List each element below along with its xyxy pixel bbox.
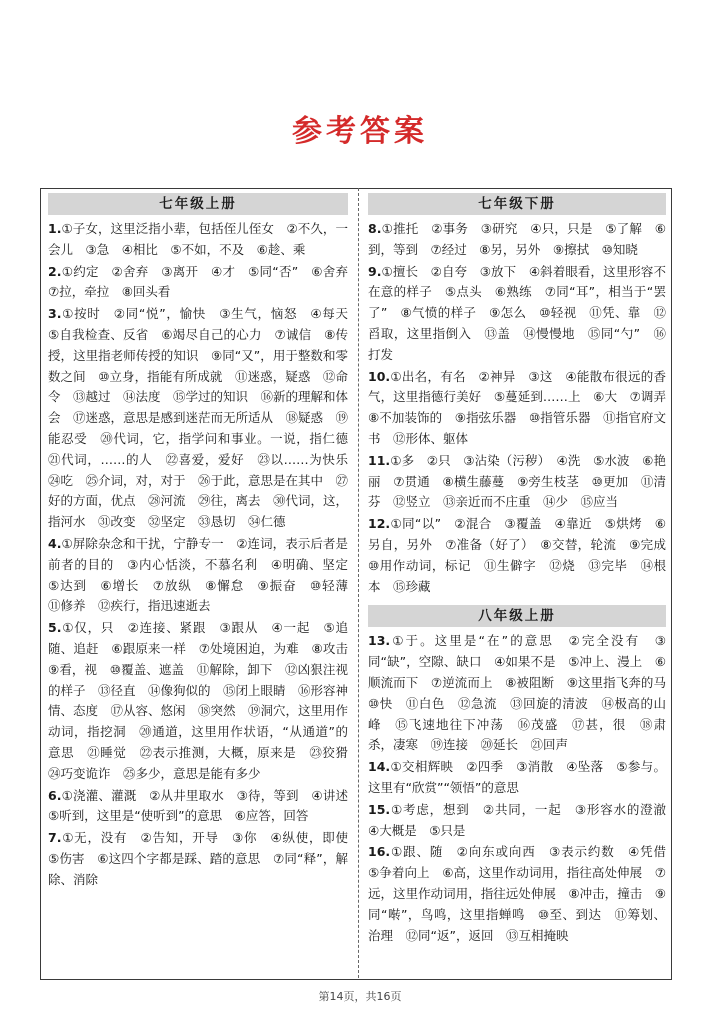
question-number: 16. xyxy=(368,844,391,860)
answer-item xyxy=(48,828,361,890)
question-number: 6. xyxy=(48,787,62,803)
right-column xyxy=(368,193,679,947)
answer-item xyxy=(368,514,679,597)
left-column xyxy=(48,193,361,892)
question-number: 13. xyxy=(368,633,391,649)
question-number: 9. xyxy=(368,263,382,279)
answer-text: ①无，没有 ②告知，开导 ③你 ④纵使，即使 ⑤伤害 ⑥这四个字都是踩、踏的意思 ⑦同“释”，解除、消除 xyxy=(48,830,361,887)
question-number: 7. xyxy=(48,830,62,846)
section-heading-grade7-vol2: 七年级下册 xyxy=(368,193,666,215)
right-question-list xyxy=(368,219,679,597)
answer-item xyxy=(368,757,666,799)
answer-item xyxy=(368,219,666,261)
right-question-list-2 xyxy=(368,631,679,946)
answer-item xyxy=(368,842,679,946)
answer-text: ①子女，这里泛指小辈，包括侄儿侄女 ②不久，一会儿 ③急 ④相比 ⑤不如，不及 ⑥趁、乘 xyxy=(48,221,348,257)
answer-text: ①约定 ②舍弃 ③离开 ④才 ⑤同“否” ⑥舍弃 ⑦拉，牵拉 ⑧回头看 xyxy=(48,263,361,300)
answer-item xyxy=(368,631,679,756)
answer-item xyxy=(48,786,361,828)
page-footer: 第14页，共16页 xyxy=(318,990,402,1003)
answer-text: ①擅长 ②自夸 ③放下 ④斜着眼看，这里形容不在意的样子 ⑤点头 ⑥熟练 ⑦同“耳”，相当于“罢了” ⑧气愤的样子 ⑨怎么 ⑩轻视 ⑪凭、靠 ⑫舀取，这里指倒入 ⑬盖 ⑭慢慢地 ⑮同“勺” ⑯打发 xyxy=(368,263,666,362)
answer-text: ①考虑，想到 ②共同，一起 ③形容水的澄澈 ④大概是 ⑤只是 xyxy=(368,801,679,838)
answer-text: ①仅，只 ②连接、紧跟 ③跟从 ④一起 ⑤追随、追赶 ⑥跟原来一样 ⑦处境困迫，为难 ⑧攻击 ⑨看，视 ⑩覆盖、遮盖 ⑪解除，卸下 ⑫凶狠注视的样子 ⑬径直 ⑭像狗似的 ⑮闭上眼睛 ⑯形容神情、态度 ⑰从容、悠闲 ⑱突然 ⑲洞穴，这里用作动词，指挖洞 ⑳通道，这里用作状语，“从通道”的意思 ㉑睡觉 ㉒表示推测，大概，原来是 ㉓狡猾 ㉔巧变诡诈 ㉕多少，意思是能有多少 xyxy=(48,620,361,781)
answer-text: ①浇灌、灌溉 ②从井里取水 ③待，等到 ④讲述 ⑤听到，这里是“使听到”的意思 ⑥应答，回答 xyxy=(48,787,361,824)
page-title: 参考答案 xyxy=(292,114,428,149)
question-number: 15. xyxy=(368,801,391,817)
question-number: 2. xyxy=(48,263,62,279)
question-number: 3. xyxy=(48,306,62,322)
question-number: 11. xyxy=(368,452,391,468)
question-number: 14. xyxy=(368,759,391,775)
answer-item xyxy=(368,800,679,842)
question-number: 8. xyxy=(368,221,382,236)
answer-text: ①推托 ②事务 ③研究 ④只，只是 ⑤了解 ⑥到，等到 ⑦经过 ⑧另，另外 ⑨擦拭 ⑩知晓 xyxy=(368,221,666,257)
answer-text: ①交相辉映 ②四季 ③消散 ④坠落 ⑤参与。这里有“欣赏”“领悟”的意思 xyxy=(368,759,666,795)
answer-text: ①屏除杂念和干扰，宁静专一 ②连词，表示后者是前者的目的 ③内心恬淡，不慕名利 ④明确、坚定 ⑤达到 ⑥增长 ⑦放纵 ⑧懈怠 ⑨振奋 ⑩轻薄 ⑪修养 ⑫疾行，指迅速逝去 xyxy=(48,535,361,614)
section-heading-grade7-vol1: 七年级上册 xyxy=(48,193,348,215)
answer-item xyxy=(48,618,361,784)
answer-text: ①跟、随 ②向东或向西 ③表示约数 ④凭借 ⑤争着向上 ⑥高，这里作动词用，指往高处伸展 ⑦远，这里作动词用，指往远处伸展 ⑧冲击，撞击 ⑨同“啭”，鸟鸣，这里指蝉鸣 ⑩至、到达 ⑪筹划、治理 ⑫同“返”，返回 ⑬互相掩映 xyxy=(368,844,679,943)
question-number: 10. xyxy=(368,368,391,384)
answer-item xyxy=(368,367,679,450)
answer-text: ①出名，有名 ②神异 ③这 ④能散布很远的香气，这里指德行美好 ⑤蔓延到……上 ⑥大 ⑦调弄 ⑧不加装饰的 ⑨指弦乐器 ⑩指管乐器 ⑪指官府文书 ⑫形体、躯体 xyxy=(368,368,679,446)
question-number: 5. xyxy=(48,620,62,636)
question-number: 1. xyxy=(48,221,62,236)
answer-item xyxy=(48,219,348,261)
answer-text: ①按时 ②同“悦”，愉快 ③生气，恼怒 ④每天 ⑤自我检查、反省 ⑥竭尽自己的心力 ⑦诚信 ⑧传授，这里指老师传授的知识 ⑨同“又”，用于整数和零数之间 ⑩立身，指能有所成就 ⑪迷惑，疑惑 ⑫命令 ⑬越过 ⑭法度 ⑮学过的知识 ⑯新的理解和体会 ⑰迷惑，意思是感到迷茫而无所适从 ⑱疑惑 ⑲能忍受 ⑳代词，它，指学问和事业。一说，指仁德 ㉑代词，……的人 ㉒喜爱，爱好 ㉓以……为快乐 ㉔吃 ㉕介词，对，对于 ㉖于此，意思是在其中 ㉗好的方面，优点 ㉘河流 ㉙往，离去 ㉚代词，这，指河水 ㉛改变 ㉜坚定 ㉝恳切 ㉞仁德 xyxy=(48,306,361,530)
answer-item xyxy=(48,262,361,304)
answer-item xyxy=(368,451,666,513)
question-number: 12. xyxy=(368,516,391,532)
answer-item xyxy=(48,534,361,617)
answer-text: ①同“以” ②混合 ③覆盖 ④靠近 ⑤烘烤 ⑥另自，另外 ⑦准备（好了） ⑧交替，轮流 ⑨完成 ⑩用作动词，标记 ⑪生僻字 ⑫烧 ⑬完毕 ⑭根本 ⑮珍藏 xyxy=(368,516,679,594)
answer-item xyxy=(48,304,361,533)
answer-text: ①于。这里是“在”的意思 ②完全没有 ③同“缺”，空隙、缺口 ④如果不是 ⑤冲上、漫上 ⑥顺流而下 ⑦逆流而上 ⑧被阻断 ⑨这里指飞奔的马 ⑩快 ⑪白色 ⑫急流 ⑬回旋的清波 ⑭极高的山峰 ⑮飞速地往下冲荡 ⑯茂盛 ⑰甚，很 ⑱肃杀，凄寒 ⑲连接 ⑳延长 ㉑回声 xyxy=(368,633,679,753)
answer-item xyxy=(368,262,666,366)
section-heading-grade8-vol1: 八年级上册 xyxy=(368,605,666,627)
left-question-list xyxy=(48,219,361,891)
answer-text: ①多 ②只 ③沾染（污秽） ④洗 ⑤水波 ⑥艳丽 ⑦贯通 ⑧横生藤蔓 ⑨旁生枝茎 ⑩更加 ⑪清芬 ⑫竖立 ⑬亲近而不庄重 ⑭少 ⑮应当 xyxy=(368,452,666,510)
question-number: 4. xyxy=(48,535,62,551)
